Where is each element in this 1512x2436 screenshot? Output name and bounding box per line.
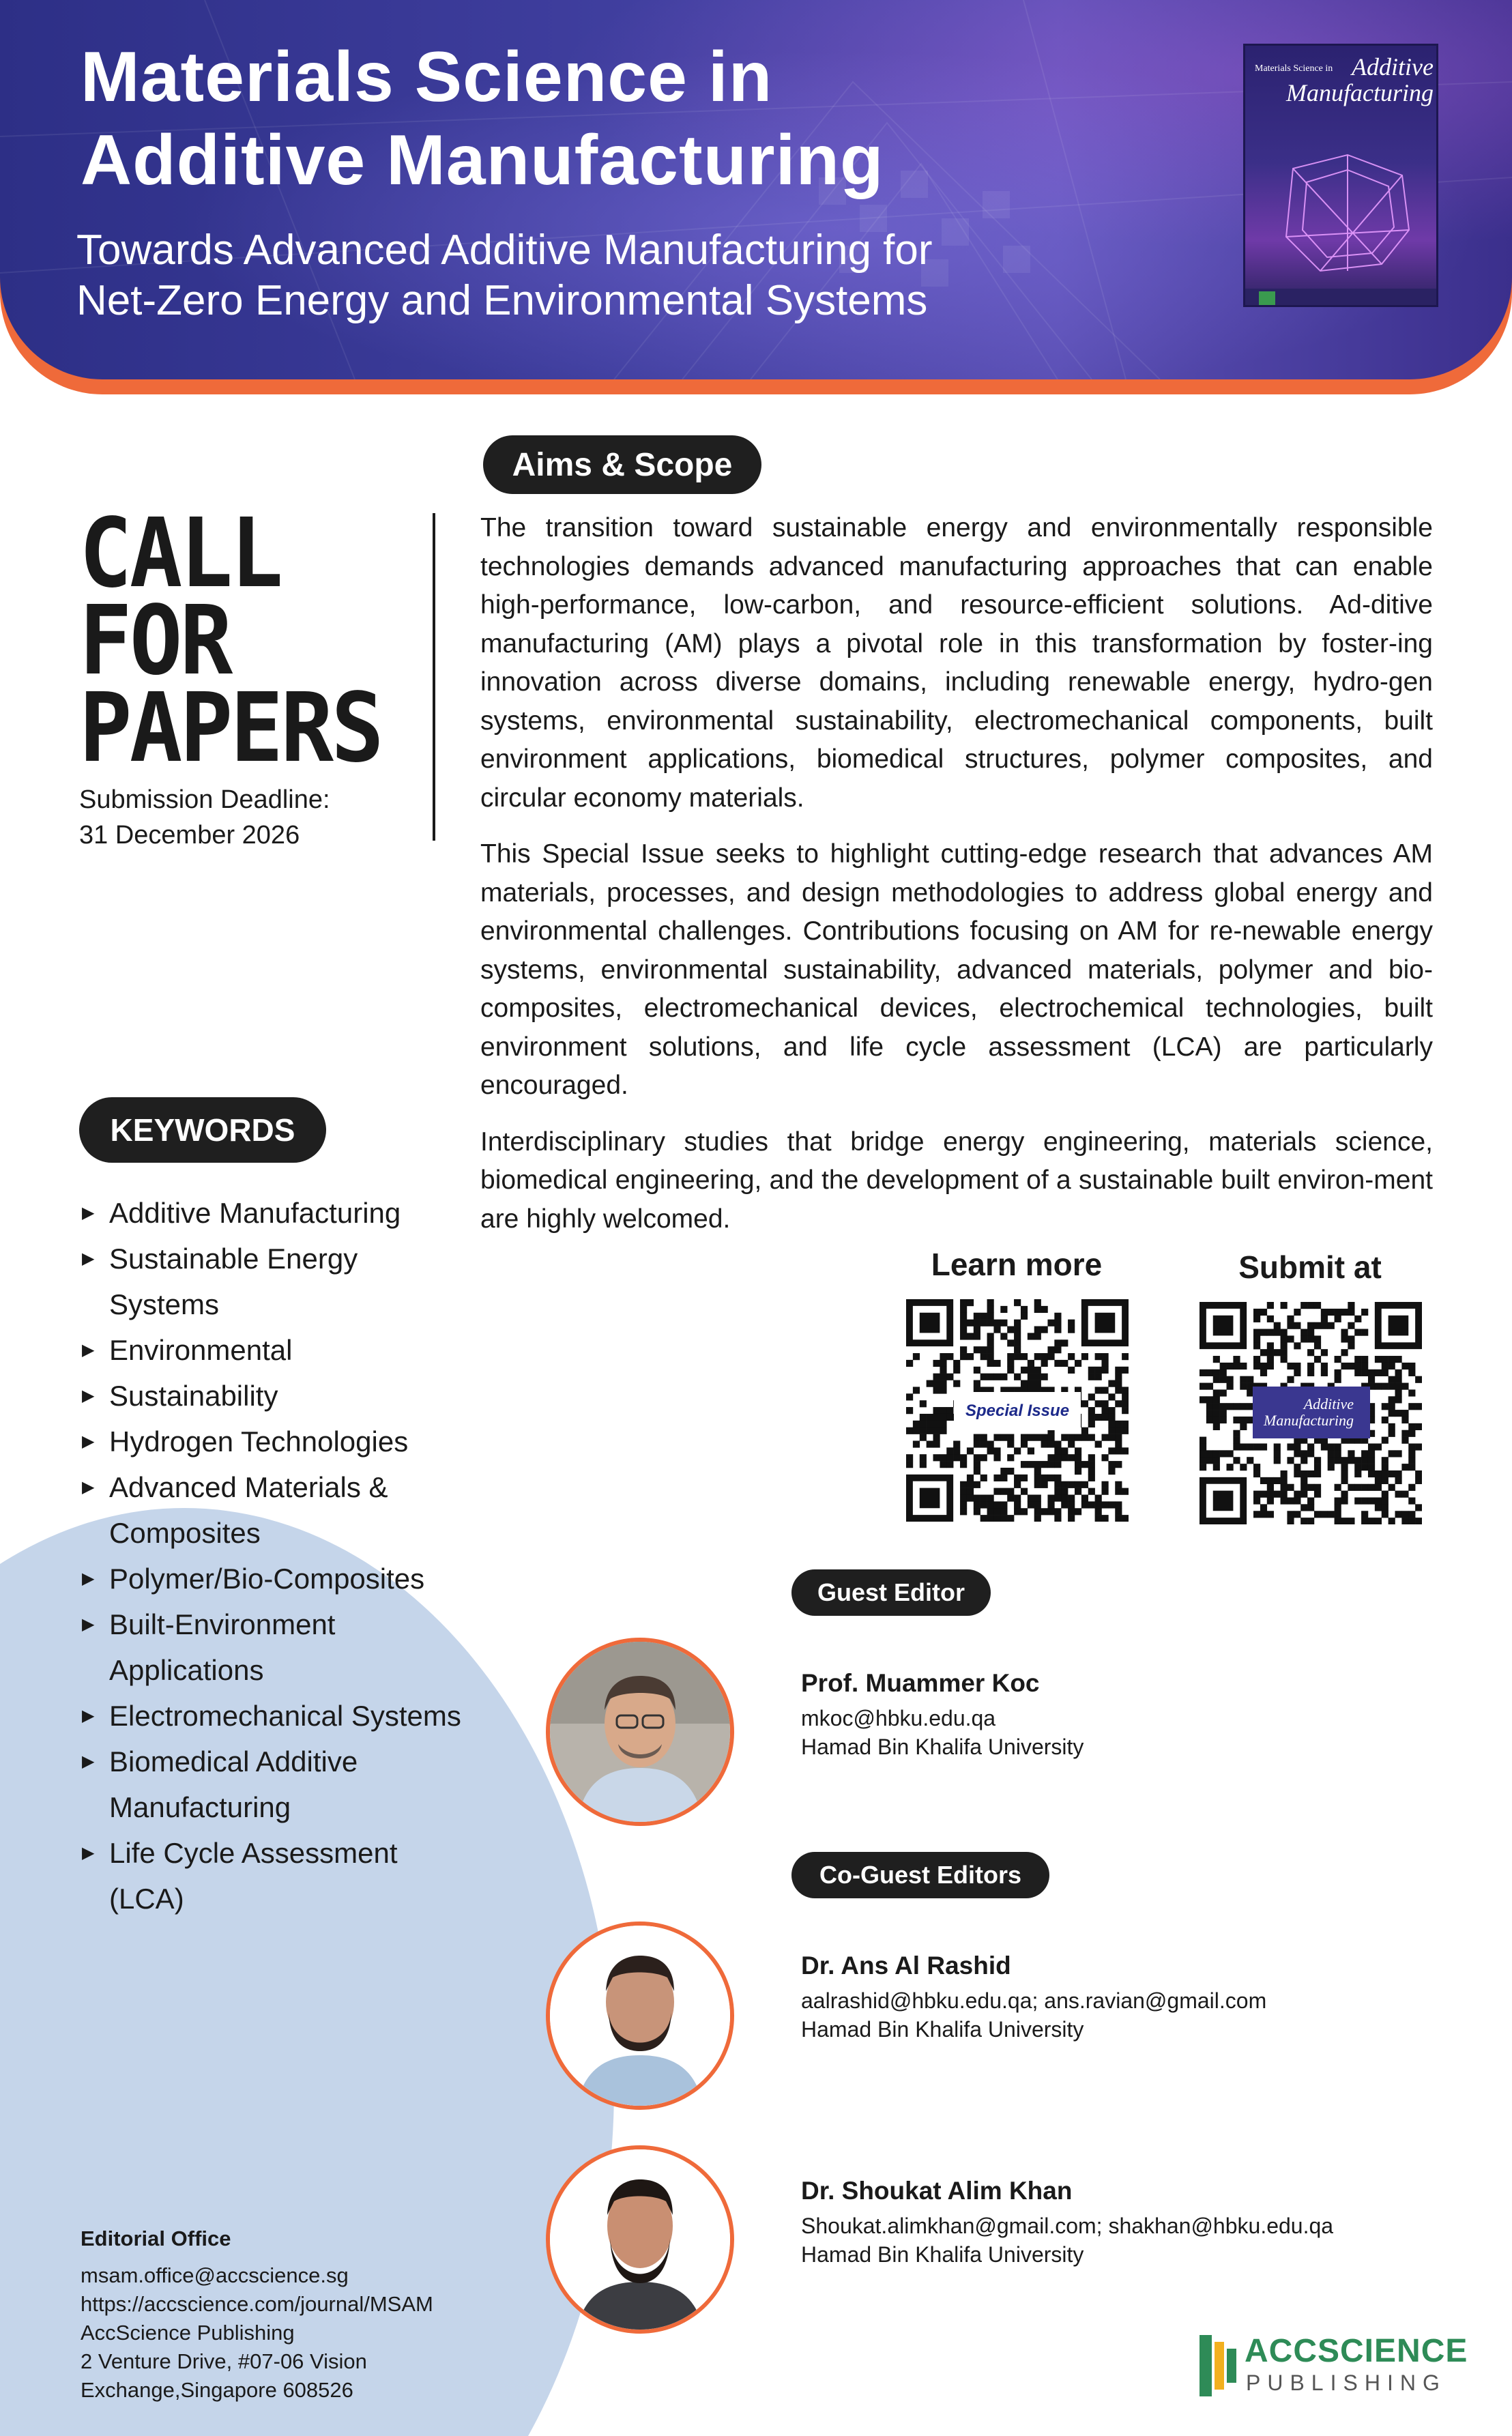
cfp-line3: PAPERS xyxy=(79,673,382,784)
person-portrait-icon xyxy=(550,1642,730,1822)
logo-publishing: PUBLISHING xyxy=(1246,2370,1446,2395)
cfp-line2: FOR xyxy=(79,585,231,697)
header-banner xyxy=(0,0,1512,396)
vertical-divider xyxy=(433,513,435,841)
keyword-item: ▶ Biomedical Additive Manufacturing xyxy=(81,1739,463,1830)
submit-at-label: Submit at xyxy=(1238,1249,1382,1285)
qr-journal-badge xyxy=(1253,1387,1370,1438)
special-issue-title-line1: Towards Advanced Additive Manufacturing for xyxy=(76,227,933,274)
keyword-item: ▶ Advanced Materials & Composites xyxy=(81,1464,463,1556)
logo-mark-icon xyxy=(1200,2335,1236,2396)
keyword-item: ▶ Polymer/Bio-Composites xyxy=(81,1556,463,1601)
banner-background xyxy=(0,0,1512,379)
editorial-office xyxy=(81,2224,572,2405)
keyword-item: ▶ Electromechanical Systems xyxy=(81,1693,463,1739)
guest-editor-email[interactable]: mkoc@hbku.edu.qa xyxy=(801,1706,996,1730)
co-guest-editors-label: Co-Guest Editors xyxy=(791,1852,1049,1898)
editorial-office-email[interactable]: msam.office@accscience.sg xyxy=(81,2263,349,2287)
cover-small-text: Materials Science in xyxy=(1255,63,1333,74)
learn-more-qr-code[interactable] xyxy=(906,1299,1129,1522)
editorial-office-address-line1: 2 Venture Drive, #07-06 Vision xyxy=(81,2349,367,2373)
editorial-office-address-line2: Exchange,Singapore 608526 xyxy=(81,2378,353,2402)
aims-scope-text xyxy=(480,509,1433,1256)
keyword-item: ▶ Life Cycle Assessment (LCA) xyxy=(81,1830,463,1922)
aims-paragraph-1: The transition toward sustainable energy and environmentally responsible technologies demands advanced manufacturing approaches that can enable high-performance, low-carbon, and resource-efficient solutions. Ad-ditive manufacturing (AM) plays a pivotal role in this transformation by foster-ing innovation across diverse domains, including renewable energy, hydro-gen systems, environmental sustainability, electromechanical components, built environment applications, biomedical structures, polymer composites, and circular economy materials. xyxy=(480,513,1433,813)
aims-scope-label: Aims & Scope xyxy=(483,435,761,494)
cfp-line1: CALL xyxy=(79,498,281,609)
aims-paragraph-3: Interdisciplinary studies that bridge energy engineering, materials science, biomedical engineering, and the development of a sustainable built environ-ment are highly welcomed. xyxy=(480,1127,1433,1234)
journal-title-line2: Additive Manufacturing xyxy=(81,121,884,200)
cover-title-line2: Manufacturing xyxy=(1286,79,1434,106)
keyword-item: ▶ Hydrogen Technologies xyxy=(81,1419,463,1464)
deadline-label: Submission Deadline: xyxy=(79,785,330,814)
editorial-office-title: Editorial Office xyxy=(81,2227,231,2250)
journal-title xyxy=(81,35,884,202)
editorial-office-publisher: AccScience Publishing xyxy=(81,2321,295,2345)
keywords-list xyxy=(81,1190,463,1922)
cover-title xyxy=(1255,54,1434,106)
keywords-label: KEYWORDS xyxy=(79,1097,326,1163)
logo-science: SCIENCE xyxy=(1318,2333,1468,2369)
deadline-date: 31 December 2026 xyxy=(79,821,300,850)
qr-badge-line1: Additive xyxy=(1303,1395,1354,1412)
call-for-papers-heading xyxy=(79,498,382,784)
qr-special-issue-badge: Special Issue xyxy=(954,1392,1081,1430)
cover-title-line1: Additive xyxy=(1352,53,1434,81)
accscience-publishing-logo xyxy=(1200,2332,1468,2401)
co-guest-editor-name: Dr. Ans Al Rashid xyxy=(801,1952,1011,1980)
journal-title-line1: Materials Science in xyxy=(81,38,773,117)
special-issue-title-line2: Net-Zero Energy and Environmental Systems xyxy=(76,277,928,324)
logo-acc: ACC xyxy=(1245,2333,1318,2369)
co-guest-editor-affiliation: Hamad Bin Khalifa University xyxy=(801,2242,1084,2267)
cover-artwork xyxy=(1245,128,1438,307)
co-guest-editor-email[interactable]: Shoukat.alimkhan@gmail.com; shakhan@hbku.edu.qa xyxy=(801,2214,1334,2238)
editorial-office-url[interactable]: https://accscience.com/journal/MSAM xyxy=(81,2292,433,2316)
person-portrait-icon xyxy=(550,1926,730,2106)
co-guest-editor-photo xyxy=(546,1922,734,2110)
guest-editor-affiliation: Hamad Bin Khalifa University xyxy=(801,1735,1084,1759)
learn-more-label: Learn more xyxy=(931,1247,1103,1282)
guest-editor-photo xyxy=(546,1638,734,1826)
guest-editor-name: Prof. Muammer Koc xyxy=(801,1669,1040,1697)
co-guest-editor-name: Dr. Shoukat Alim Khan xyxy=(801,2177,1073,2205)
keyword-item: ▶ Built-Environment Applications xyxy=(81,1601,463,1693)
guest-editor-label: Guest Editor xyxy=(791,1569,991,1616)
person-portrait-icon xyxy=(550,2149,730,2330)
keyword-item: ▶ Sustainability xyxy=(81,1373,463,1419)
aims-paragraph-2: This Special Issue seeks to highlight cutting-edge research that advances AM materials, processes, and design methodologies to address global energy and environmental challenges. Contributions focusing on AM for re-newable energy systems, environmental sustainability, advanced materials, polymer and bio-composites, electromechanical devices, electrochemical technologies, built environment solutions, and life cycle assessment (LCA) are particularly encouraged. xyxy=(480,839,1433,1100)
qr-badge-line2: Manufacturing xyxy=(1264,1412,1354,1429)
submission-deadline xyxy=(79,782,330,853)
special-issue-title xyxy=(76,225,933,326)
submit-qr-code[interactable] xyxy=(1200,1302,1422,1524)
logo-wordmark xyxy=(1245,2332,1468,2370)
keyword-item: ▶ Additive Manufacturing xyxy=(81,1190,463,1236)
journal-cover-image xyxy=(1243,44,1438,307)
co-guest-editor-photo xyxy=(546,2145,734,2334)
co-guest-editor-affiliation: Hamad Bin Khalifa University xyxy=(801,2017,1084,2042)
keyword-item: ▶ Environmental xyxy=(81,1327,463,1373)
keyword-item: ▶ Sustainable Energy Systems xyxy=(81,1236,463,1327)
co-guest-editor-email[interactable]: aalrashid@hbku.edu.qa; ans.ravian@gmail.com xyxy=(801,1988,1267,2013)
